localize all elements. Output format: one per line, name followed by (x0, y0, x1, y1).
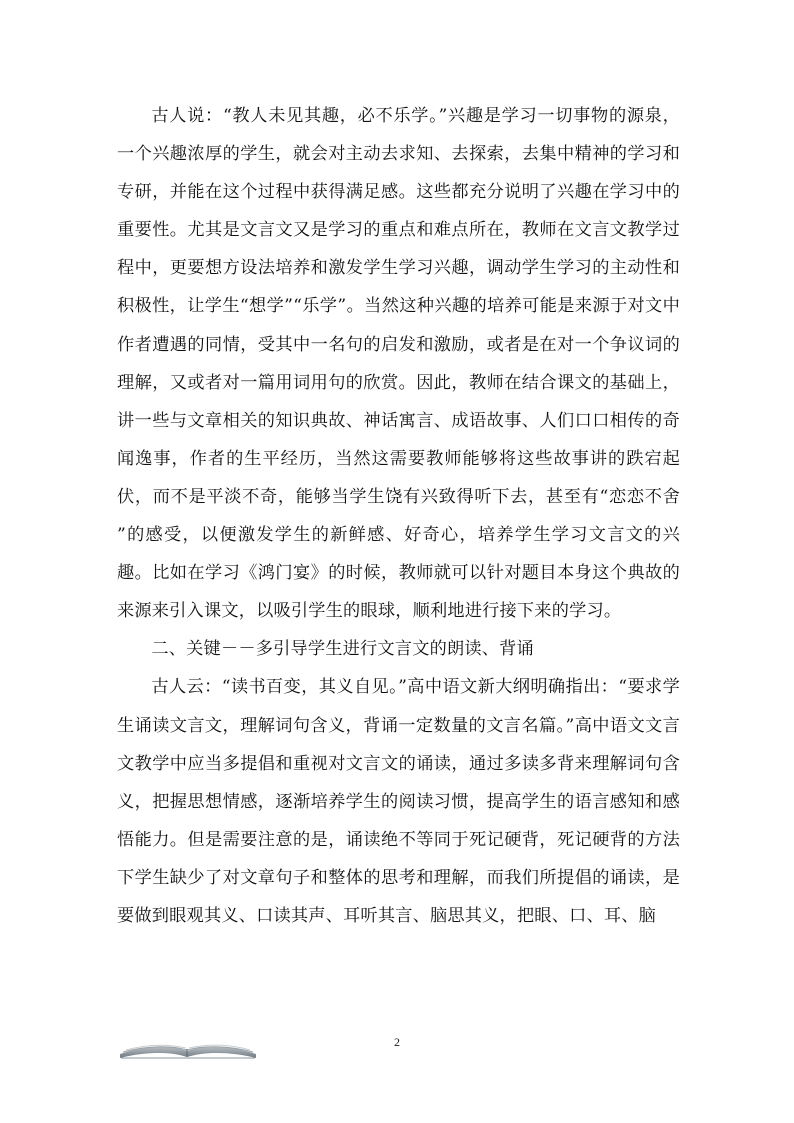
paragraph-reading: 古人云：“读书百变，其义自见。”高中语文新大纲明确指出：“要求学生诵读文言文，理解词句含义，背诵一定数量的文言名篇。”高中语文文言文教学中应当多提倡和重视对文言文的诵读，通过多读多背来理解词句含义，把握思想情感，逐渐培养学生的阅读习惯，提高学生的语言感知和感悟能力。但是需要注意的是，诵读绝不等同于死记硬背，死记硬背的方法下学生缺少了对文章句子和整体的思考和理解，而我们所提倡的诵读，是要做到眼观其义、口读其声、耳听其言、脑思其义，把眼、口、耳、脑 (117, 677, 680, 926)
open-book-icon (118, 1039, 258, 1061)
paragraph-interest: 古人说：“教人未见其趣，必不乐学。”兴趣是学习一切事物的源泉，一个兴趣浓厚的学生，就会对主动去求知、去探索，去集中精神的学习和专研，并能在这个过程中获得满足感。这些都充分说明了兴趣在学习中的重要性。尤其是文言文又是学习的重点和难点所在，教师在文言文教学过程中，更要想方设法培养和激发学生学习兴趣，调动学生学习的主动性和积极性，让学生“想学”“乐学”。当然这种兴趣的培养可能是来源于对文中作者遭遇的同情，受其中一名句的启发和激励，或者是在对一个争议词的理解，又或者对一篇用词用句的欣赏。因此，教师在结合课文的基础上，讲一些与文章相关的知识典故、神话寓言、成语故事、人们口口相传的奇闻逸事，作者的生平经历，当然这需要教师能够将这些故事讲的跌宕起伏，而不是平淡不奇，能够当学生饶有兴致得听下去，甚至有“恋恋不舍 ”的感受，以便激发学生的新鲜感、好奇心，培养学生学习文言文的兴趣。比如在学习《鸿门宴》的时候，教师就可以针对题目本身这个典故的来源来引入课文，以吸引学生的眼球，顺利地进行接下来的学习。 (117, 106, 680, 622)
section-heading-reading: 二、关键－－多引导学生进行文言文的朗读、背诵 (151, 639, 534, 660)
page-number: 2 (394, 1035, 400, 1049)
document-body (117, 97, 680, 935)
